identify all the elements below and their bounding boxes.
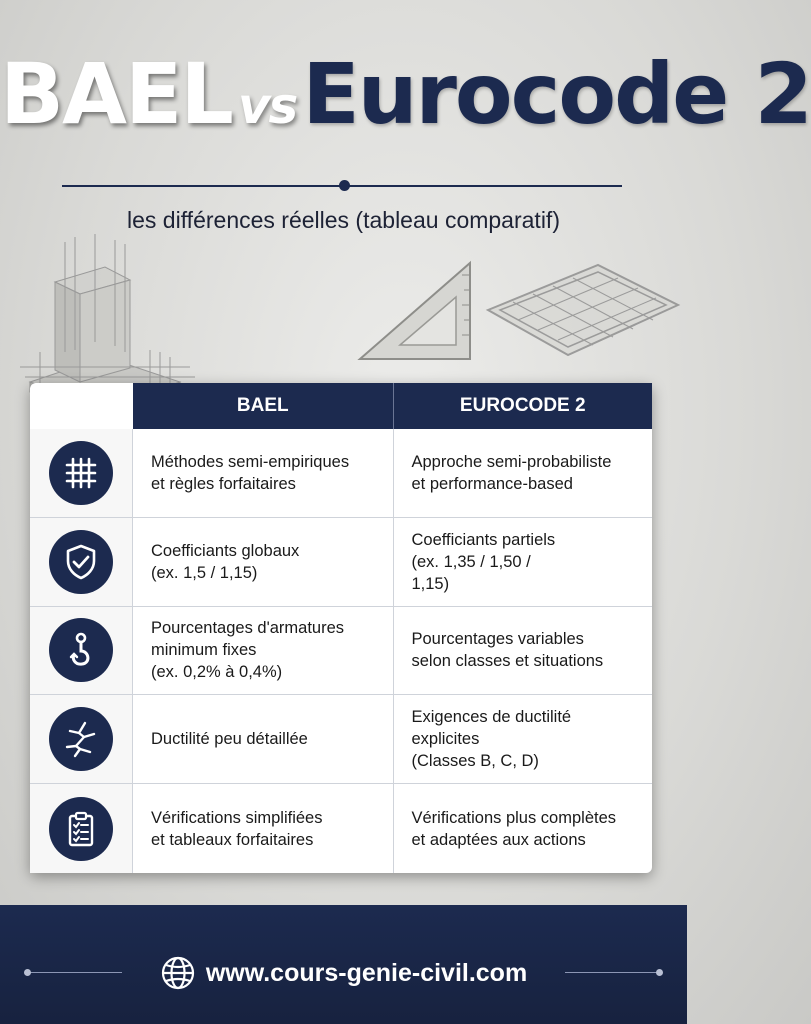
- subtitle: les différences réelles (tableau comparatif): [127, 207, 560, 233]
- slab-rebar-sketch-icon: [478, 250, 683, 380]
- title-eurocode: Eurocode 2: [302, 45, 811, 143]
- page-title: [0, 45, 811, 143]
- eurocode2-cell: Exigences de ductilité explicites (Classes B, C, D): [393, 695, 653, 783]
- title-vs: vs: [237, 77, 297, 135]
- table-row: [30, 607, 652, 696]
- grid-icon: [61, 453, 101, 493]
- eurocode2-cell: Coefficiants partiels (ex. 1,35 / 1,50 / 1,15): [393, 518, 653, 606]
- table-row: [30, 695, 652, 784]
- eurocode2-cell: Approche semi-probabiliste et performance-based: [393, 429, 653, 517]
- clipboard-icon: [61, 809, 101, 849]
- website-link[interactable]: www.cours-genie-civil.com: [205, 958, 528, 987]
- table-row: [30, 429, 652, 518]
- footer-banner: [0, 905, 687, 1024]
- table-header: [133, 383, 652, 429]
- column-header-bael: BAEL: [236, 395, 289, 416]
- eurocode2-cell: Pourcentages variables selon classes et situations: [393, 607, 653, 695]
- globe-icon: [160, 955, 196, 991]
- column-header-eurocode2: EUROCODE 2: [393, 383, 653, 429]
- crack-icon: [61, 719, 101, 759]
- title-divider-dot: [339, 180, 350, 191]
- shield-check-icon: [61, 542, 101, 582]
- bael-cell: Méthodes semi-empiriques et règles forfaitaires: [151, 452, 350, 493]
- hook-icon: [61, 630, 101, 670]
- eurocode2-cell: Vérifications plus complètes et adaptées aux actions: [393, 784, 653, 873]
- bael-cell: Vérifications simplifiées et tableaux forfaitaires: [151, 808, 323, 849]
- table-row: [30, 784, 652, 873]
- set-square-icon: [352, 255, 482, 367]
- bael-cell: Pourcentages d'armatures minimum fixes (ex. 0,2% à 0,4%): [151, 619, 345, 682]
- title-bael: BAEL: [0, 45, 232, 143]
- comparison-table: [30, 383, 652, 873]
- table-row: [30, 518, 652, 607]
- bael-cell: Coefficiants globaux (ex. 1,5 / 1,15): [151, 541, 300, 582]
- bael-cell: Ductilité peu détaillée: [151, 730, 308, 749]
